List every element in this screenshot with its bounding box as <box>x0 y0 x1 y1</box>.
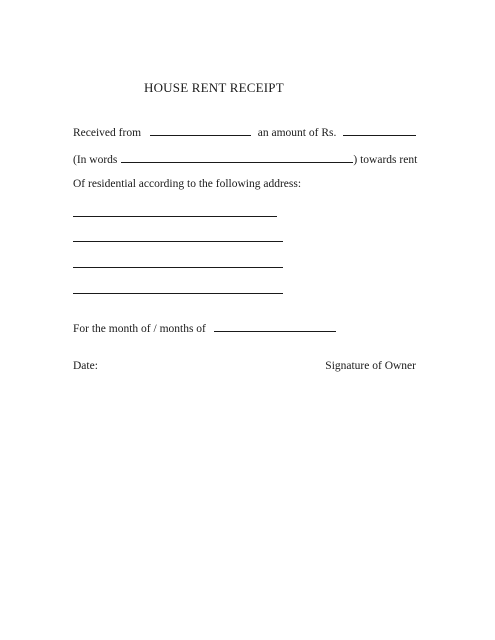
signature-label: Signature of Owner <box>325 360 416 372</box>
received-from-row <box>73 124 416 140</box>
in-words-blank[interactable] <box>121 151 353 163</box>
address-intro: Of residential according to the following address: <box>73 178 302 190</box>
address-line-1[interactable] <box>73 216 277 217</box>
receipt-title: HOUSE RENT RECEIPT <box>144 80 284 95</box>
address-line-4[interactable] <box>73 293 283 294</box>
month-blank[interactable] <box>214 320 336 332</box>
in-words-label: (In words <box>73 154 118 166</box>
in-words-row <box>73 151 417 167</box>
month-row <box>73 320 336 336</box>
received-from-label: Received from <box>73 127 142 139</box>
amount-label: an amount of Rs. <box>257 127 337 139</box>
towards-rent-label: ) towards rent <box>353 154 418 166</box>
address-line-2[interactable] <box>73 241 283 242</box>
date-label: Date: <box>73 360 98 372</box>
received-from-blank[interactable] <box>150 124 251 136</box>
month-label: For the month of / months of <box>73 323 206 335</box>
address-line-3[interactable] <box>73 267 283 268</box>
amount-blank[interactable] <box>343 124 416 136</box>
